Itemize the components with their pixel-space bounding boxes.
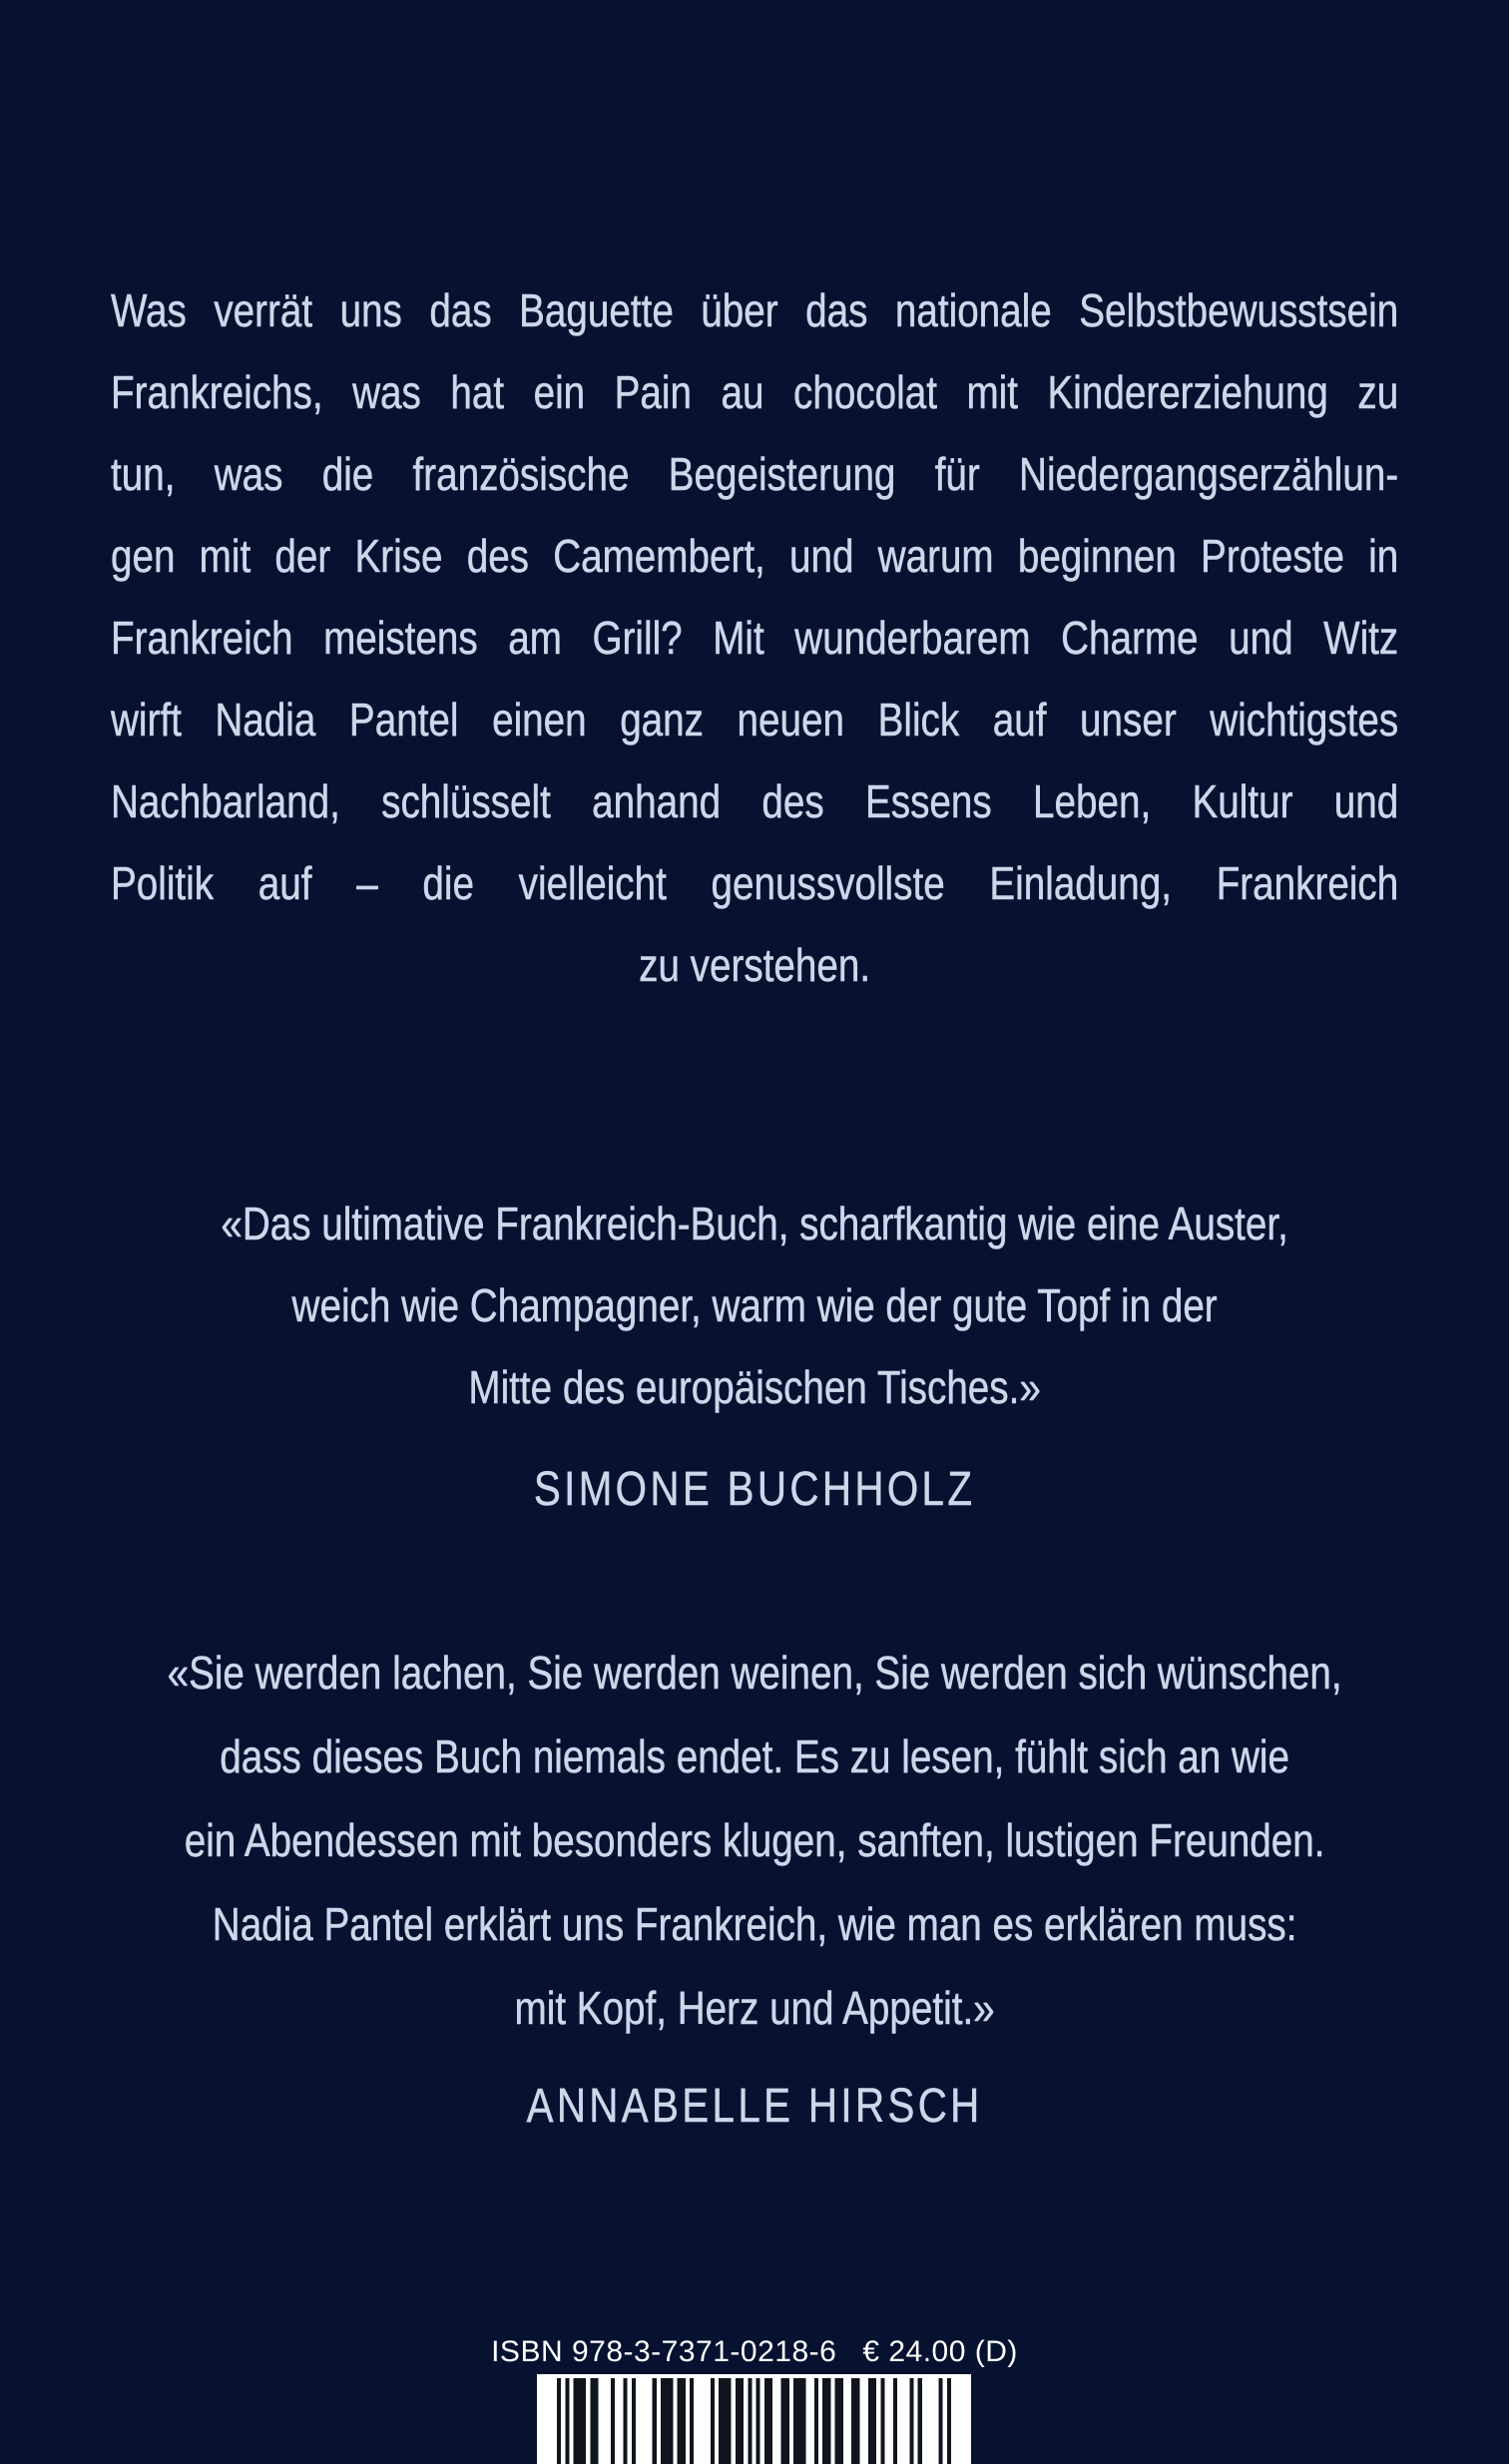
quote-attribution-buchholz: SIMONE BUCHHOLZ xyxy=(533,1463,976,1516)
isbn-number: ISBN 978-3-7371-0218-6 xyxy=(491,2335,837,2368)
barcode-svg xyxy=(537,2374,971,2464)
blurb-line: wirft Nadia Pantel einen ganz neuen Blick auf unser wichtigstes xyxy=(111,694,1399,745)
price-label: € 24.00 (D) xyxy=(862,2335,1018,2368)
quote-line: Nadia Pantel erklärt uns Frankreich, wie man es erklären muss: xyxy=(212,1898,1297,1950)
quote-line: dass dieses Buch niemals endet. Es zu lesen, fühlt sich an wie xyxy=(220,1730,1290,1782)
blurb-line: Politik auf – die vielleicht genussvollste Einladung, Frankreich xyxy=(111,857,1399,909)
isbn-price-line xyxy=(0,2335,1509,2369)
cover-text-area xyxy=(111,0,1398,2464)
review-quote-hirsch xyxy=(111,1631,1398,2050)
blurb-line: Was verrät uns das Baguette über das nationale Selbstbewusstsein xyxy=(111,284,1399,336)
quote-line: weich wie Champagner, warm wie der gute Topf in der xyxy=(291,1279,1218,1331)
quote-line: «Sie werden lachen, Sie werden weinen, Sie werden sich wünschen, xyxy=(167,1647,1342,1699)
blurb-line: gen mit der Krise des Camembert, und warum beginnen Proteste in xyxy=(111,530,1399,582)
quote-line: Mitte des europäischen Tisches.» xyxy=(468,1361,1041,1413)
quote-line: mit Kopf, Herz und Appetit.» xyxy=(514,1982,995,2034)
review-quote-buchholz xyxy=(111,1183,1398,1428)
blurb-line: zu verstehen. xyxy=(639,939,871,991)
quote-line: «Das ultimative Frankreich-Buch, scharfkantig wie eine Auster, xyxy=(221,1198,1288,1249)
ean-barcode xyxy=(537,2374,971,2464)
blurb-line: Frankreich meistens am Grill? Mit wunderbarem Charme und Witz xyxy=(111,612,1399,664)
blurb-line: tun, was die französische Begeisterung für Niedergangserzählun- xyxy=(111,448,1399,500)
quote-attribution-hirsch: ANNABELLE HIRSCH xyxy=(526,2080,983,2133)
blurb-line: Nachbarland, schlüsselt anhand des Essens Leben, Kultur und xyxy=(111,775,1399,827)
quote-line: ein Abendessen mit besonders klugen, sanften, lustigen Freunden. xyxy=(184,1814,1325,1866)
blurb-paragraph xyxy=(111,269,1398,1006)
blurb-line: Frankreichs, was hat ein Pain au chocolat mit Kindererziehung zu xyxy=(111,366,1399,418)
